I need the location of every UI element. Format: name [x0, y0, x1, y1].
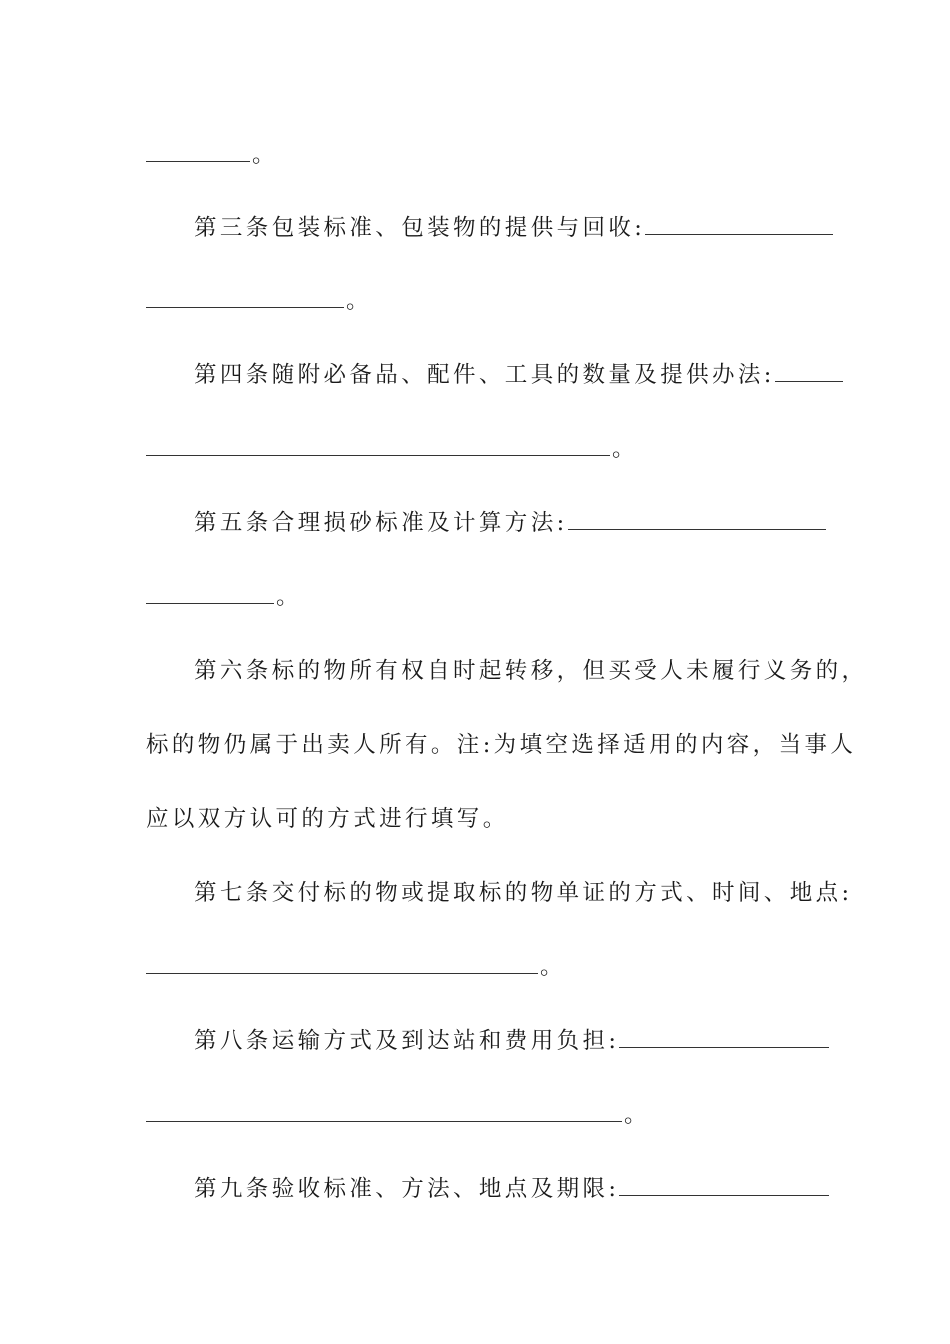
- paragraph-text: 第六条标的物所有权自时起转移，但买受人未履行义务的，: [194, 658, 868, 684]
- blank-line: [146, 1098, 650, 1132]
- article-9-heading: [194, 1172, 831, 1206]
- article-4-heading: [194, 358, 845, 392]
- article-5-heading: [194, 506, 828, 540]
- fill-blank[interactable]: [146, 1099, 622, 1122]
- paragraph-text: 第三条包装标准、包装物的提供与回收:: [194, 215, 646, 241]
- paragraph-text: 第九条验收标准、方法、地点及期限:: [194, 1176, 620, 1202]
- fill-blank[interactable]: [775, 359, 843, 382]
- line-end-mark: 。: [624, 1102, 650, 1128]
- paragraph-text: 第八条运输方式及到达站和费用负担:: [194, 1028, 620, 1054]
- blank-line: [146, 138, 278, 172]
- line-end-mark: 。: [276, 584, 302, 610]
- paragraph-text: 第四条随附必备品、配件、工具的数量及提供办法:: [194, 362, 775, 388]
- line-end-mark: 。: [346, 288, 372, 314]
- article-3-heading: [194, 211, 835, 245]
- blank-line: [146, 284, 372, 318]
- article-6-line-2: [146, 728, 856, 762]
- article-7-heading: [194, 876, 852, 910]
- blank-line: [146, 580, 302, 614]
- article-8-heading: [194, 1024, 831, 1058]
- fill-blank[interactable]: [619, 1173, 829, 1196]
- fill-blank[interactable]: [146, 581, 274, 604]
- article-6-line-1: [194, 654, 867, 688]
- fill-blank[interactable]: [146, 139, 250, 162]
- fill-blank[interactable]: [568, 507, 826, 530]
- article-6-line-3: [146, 802, 509, 836]
- paragraph-text: 第七条交付标的物或提取标的物单证的方式、时间、地点:: [194, 880, 853, 906]
- line-end-mark: 。: [540, 954, 566, 980]
- blank-line: [146, 432, 638, 466]
- fill-blank[interactable]: [146, 433, 610, 456]
- fill-blank[interactable]: [645, 212, 833, 235]
- line-end-mark: 。: [612, 436, 638, 462]
- line-end-mark: 。: [252, 142, 278, 168]
- paragraph-text: 第五条合理损砂标准及计算方法:: [194, 510, 568, 536]
- fill-blank[interactable]: [146, 285, 344, 308]
- fill-blank[interactable]: [146, 951, 538, 974]
- blank-line: [146, 950, 566, 984]
- paragraph-text: 应以双方认可的方式进行填写。: [146, 806, 509, 832]
- paragraph-text: 标的物仍属于出卖人所有。注:为填空选择适用的内容，当事人: [146, 732, 857, 758]
- fill-blank[interactable]: [619, 1025, 829, 1048]
